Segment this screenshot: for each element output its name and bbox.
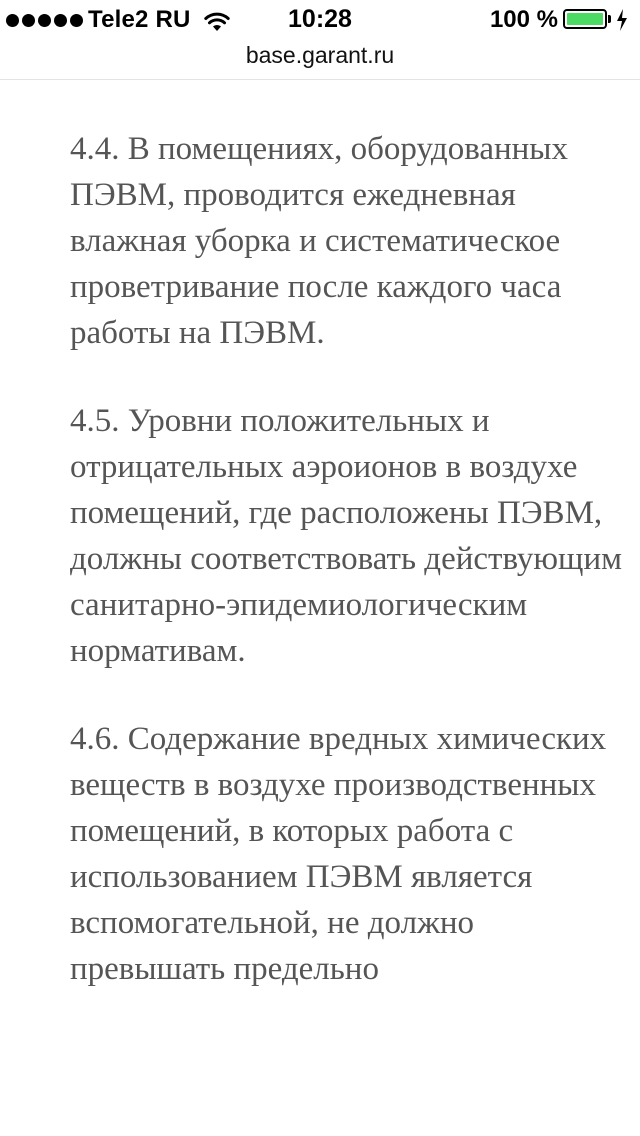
carrier-name: Tele2 RU [88, 6, 191, 33]
clock: 10:28 [288, 5, 352, 33]
paragraph-4-4: 4.4. В помещениях, оборудованных ПЭВМ, проводится ежедневная влажная уборка и систематическое проветривание после каждого часа работы на ПЭВМ. [70, 131, 568, 351]
status-bar [0, 0, 640, 40]
battery-tip [608, 15, 611, 23]
address-bar-divider [0, 79, 640, 80]
battery-icon [563, 9, 607, 29]
address-bar[interactable] [0, 40, 640, 78]
url-text[interactable]: base.garant.ru [245, 42, 395, 68]
battery-percent: 100 % [489, 6, 558, 33]
article-body [70, 126, 630, 1034]
charging-bolt-icon [615, 8, 629, 32]
paragraph-4-6: 4.6. Содержание вредных химических веществ в воздухе производственных помещений, в которых работа с использованием ПЭВМ является вспомогательной, не должно превышать предельно [70, 721, 607, 987]
battery-fill [567, 13, 603, 25]
paragraph-4-5: 4.5. Уровни положительных и отрицательных аэроионов в воздухе помещений, где расположены ПЭВМ, должны соответствовать действующим санитарно-эпидемиологическим нормативам. [70, 403, 623, 669]
